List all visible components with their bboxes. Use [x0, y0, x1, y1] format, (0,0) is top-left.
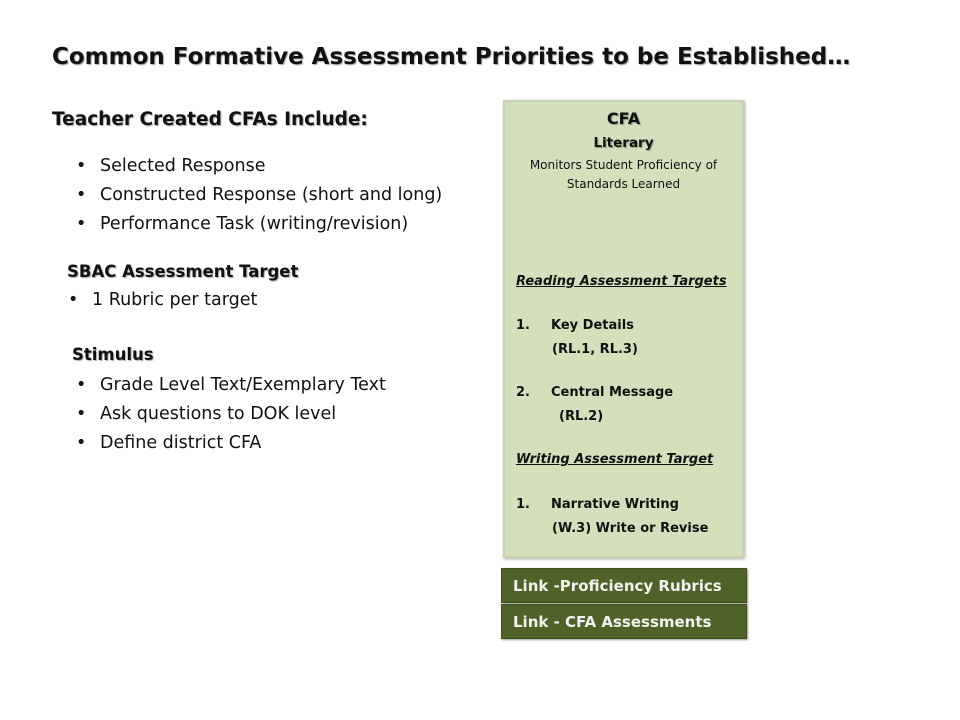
- cfa-description: Standards Learned: [566, 177, 681, 191]
- list-item: • Define district CFA: [100, 433, 386, 462]
- sbac-title: SBAC Assessment Target: [67, 262, 299, 281]
- writing-target-title: Writing Assessment Target: [516, 452, 714, 467]
- list-item: • Selected Response: [100, 156, 442, 185]
- list-item: • 1 Rubric per target: [92, 290, 257, 318]
- target-label: Key Details: [551, 318, 634, 333]
- stimulus-list: [100, 375, 386, 462]
- cfa-description: Monitors Student Proficiency of: [529, 158, 718, 172]
- cfa-subheading: Literary: [593, 135, 654, 151]
- target-number: 2.: [516, 385, 530, 400]
- target-standards: (W.3) Write or Revise: [552, 521, 709, 536]
- cfa-heading: CFA: [606, 109, 641, 128]
- target-number: 1.: [516, 318, 530, 333]
- list-item: • Constructed Response (short and long): [100, 185, 442, 214]
- target-label: Narrative Writing: [551, 497, 679, 512]
- cfa-assessments-link[interactable]: Link - CFA Assessments: [501, 604, 747, 639]
- reading-targets-title: Reading Assessment Targets: [516, 274, 727, 289]
- page-title: Common Formative Assessment Priorities to be Established…: [52, 44, 851, 70]
- section-heading-cfas: Teacher Created CFAs Include:: [52, 109, 368, 130]
- stimulus-title: Stimulus: [72, 345, 154, 364]
- list-item: • Performance Task (writing/revision): [100, 214, 442, 243]
- sbac-list: [92, 290, 257, 318]
- proficiency-rubrics-link[interactable]: Link -Proficiency Rubrics: [501, 568, 747, 603]
- target-standards: (RL.1, RL.3): [552, 342, 638, 357]
- list-item: • Grade Level Text/Exemplary Text: [100, 375, 386, 404]
- cfa-types-list: [100, 156, 442, 243]
- target-label: Central Message: [551, 385, 674, 400]
- target-number: 1.: [516, 497, 530, 512]
- list-item: • Ask questions to DOK level: [100, 404, 386, 433]
- cfa-literary-panel: [503, 100, 744, 558]
- target-standards: (RL.2): [559, 409, 604, 424]
